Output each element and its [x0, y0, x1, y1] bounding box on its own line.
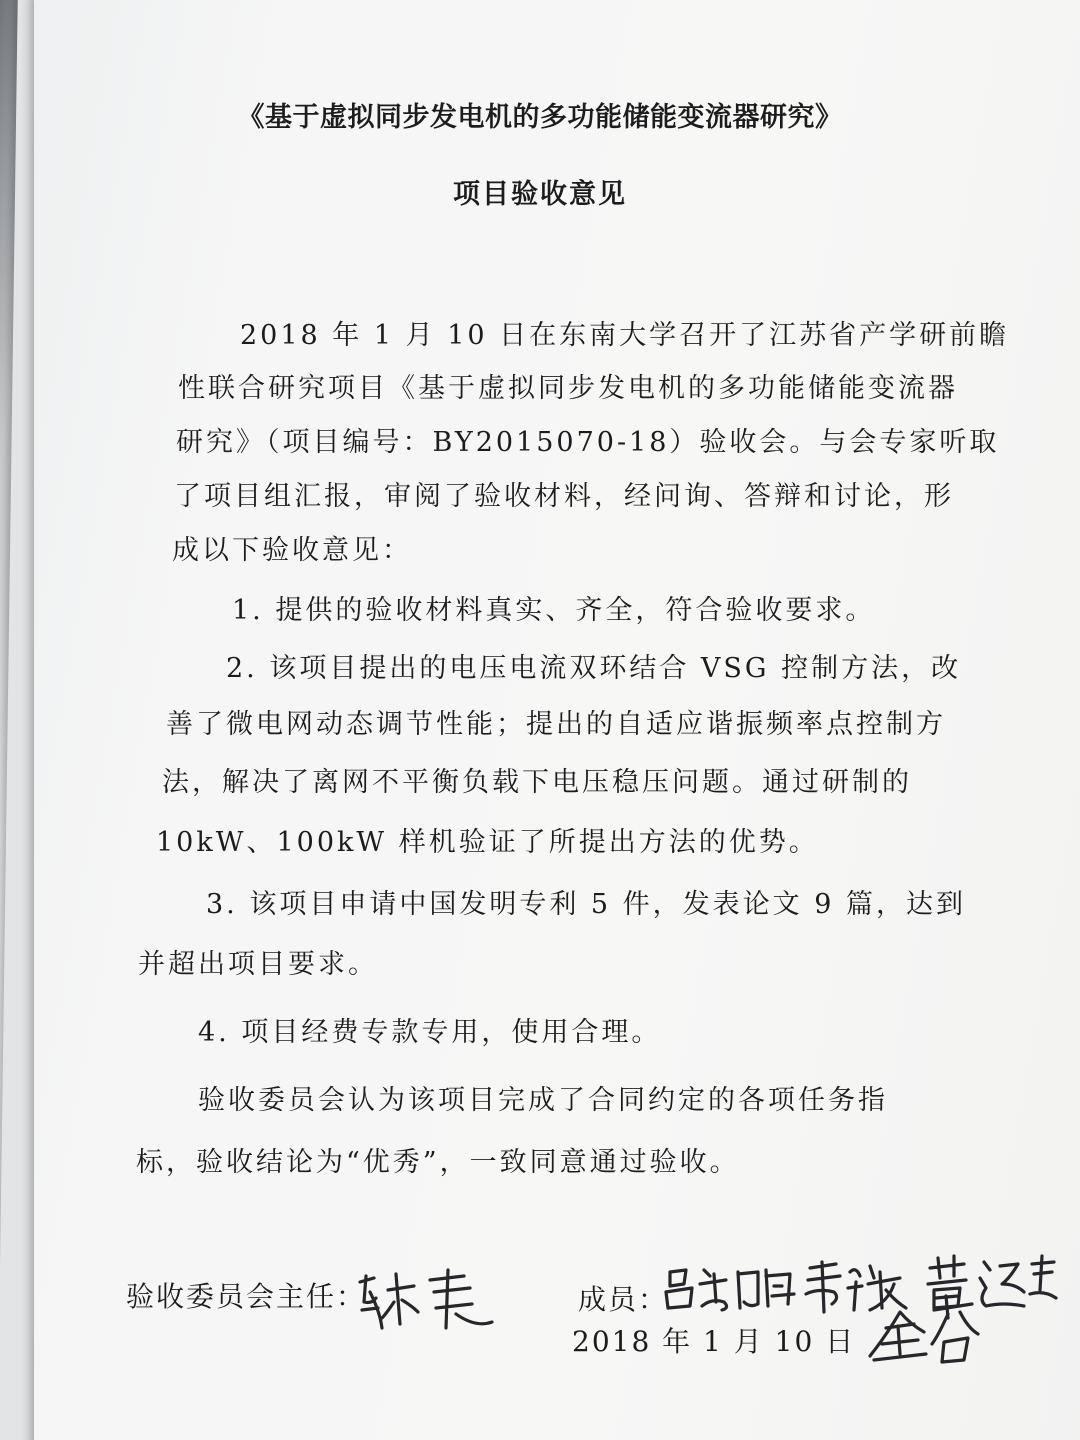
item-3-line-2: 并超出项目要求。 — [138, 949, 378, 980]
chair-label: 验收委员会主任： — [126, 1280, 367, 1313]
intro-line-1: 2018 年 1 月 10 日在东南大学召开了江苏省产学研前瞻 — [240, 320, 1010, 351]
chair-handwritten-signature — [352, 1262, 502, 1342]
item-2-line-4: 10kW、100kW 样机验证了所提出方法的优势。 — [156, 827, 819, 858]
item-3-line-1: 3. 该项目申请中国发明专利 5 件，发表论文 9 篇，达到 — [206, 889, 967, 920]
conclusion-line-1: 验收委员会认为该项目完成了合同约定的各项任务指 — [198, 1085, 888, 1116]
intro-line-5: 成以下验收意见： — [172, 535, 412, 566]
item-4-line-1: 4. 项目经费专款专用，使用合理。 — [198, 1017, 662, 1048]
document-title: 《基于虚拟同步发电机的多功能储能变流器研究》 — [237, 102, 843, 133]
item-2-line-3: 法，解决了离网不平衡负载下电压稳压问题。通过研制的 — [162, 767, 912, 798]
intro-line-3: 研究》（项目编号：BY2015070-18）验收会。与会专家听取 — [176, 427, 1000, 458]
conclusion-line-2: 标，验收结论为“优秀”，一致同意通过验收。 — [136, 1147, 740, 1178]
member-signature-1 — [664, 1262, 800, 1316]
document-subtitle: 项目验收意见 — [453, 179, 627, 210]
item-1-line-1: 1. 提供的验收材料真实、齐全，符合验收要求。 — [232, 595, 876, 626]
intro-line-4: 了项目组汇报，审阅了验收材料，经问询、答辩和讨论，形 — [174, 481, 954, 512]
signature-date: 2018 年 1 月 10 日 — [572, 1325, 856, 1358]
intro-line-2: 性联合研究项目《基于虚拟同步发电机的多功能储能变流器 — [178, 373, 958, 404]
member-signature-4 — [860, 1288, 990, 1374]
item-2-line-2: 善了微电网动态调节性能；提出的自适应谐振频率点控制方 — [166, 709, 946, 740]
members-label: 成员： — [578, 1283, 669, 1316]
item-2-line-1: 2. 该项目提出的电压电流双环结合 VSG 控制方法，改 — [226, 653, 962, 684]
